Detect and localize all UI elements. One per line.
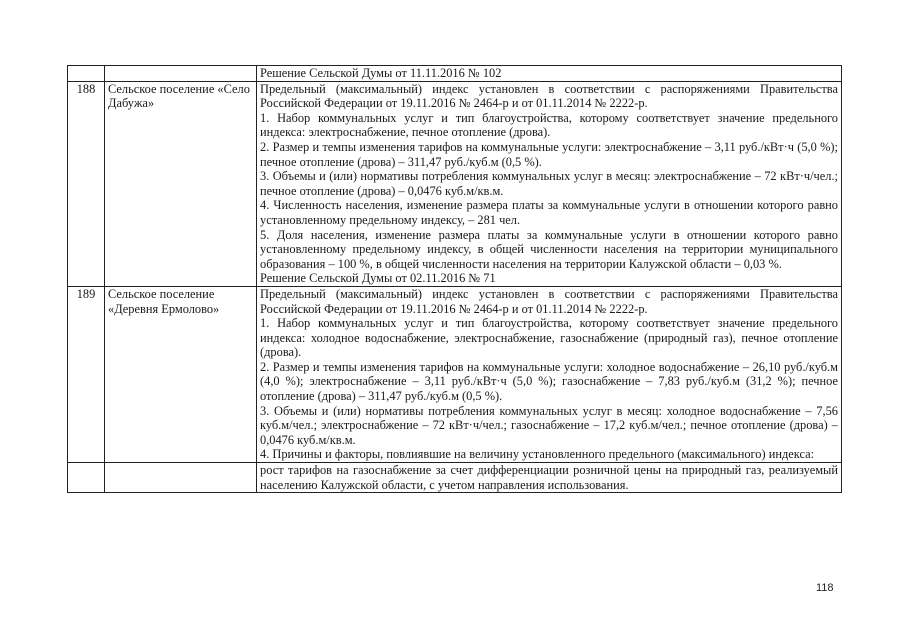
paragraph: 4. Причины и факторы, повлиявшие на величину установленного предельного (максимального) индекса: — [260, 447, 815, 462]
table-row — [68, 66, 842, 82]
paragraph: Предельный (максимальный) индекс установлен в соответствии с распоряжениями Правительства Российской Федерации от 19.11.2016 № 2464-р и от 01.11.2014 № 2222-р. — [260, 81, 838, 111]
settlement-name: Сельское поселение «Село Дабужа» — [105, 81, 257, 286]
paragraph: 2. Размер и темпы изменения тарифов на коммунальные услуги: холодное водоснабжение – 26,10 руб./куб.м (4,0 %); электроснабжение – 3,11 руб./кВт·ч (5,0 %); газоснабжение – 7,83 руб./куб.м (31,2 %); печное отопление (дрова) – 311,47 руб./куб.м (0,5 %). — [260, 359, 838, 404]
row-number: 188 — [68, 81, 105, 286]
paragraph: 2. Размер и темпы изменения тарифов на коммунальные услуги: электроснабжение – 3,11 руб./кВт·ч (5,0 %); печное отопление (дрова) – 311,47 руб./куб.м (0,5 %). — [260, 139, 838, 169]
row-description — [257, 286, 842, 462]
paragraph: 5. Доля населения, изменение размера платы за коммунальные услуги в отношении которого равно установленному предельному индексу, в общей численности населения на территории муниципального образования – 100 %, в общей численности населения на территории Калужской области – 0,03 %. — [260, 227, 838, 271]
settlement-cell-empty — [105, 463, 257, 493]
paragraph: 1. Набор коммунальных услуг и тип благоустройства, которому соответствует значение предельного индекса: холодное водоснабжение, электроснабжение, газоснабжение (природный газ), печное отопление (дрова). — [260, 316, 838, 360]
number-cell-empty — [68, 463, 105, 493]
paragraph: 4. Численность населения, изменение размера платы за коммунальные услуги в отношении которого равно установленному предельному индексу, – 281 чел. — [260, 198, 838, 227]
row-number: 189 — [68, 286, 105, 462]
settlement-cell-empty — [105, 66, 257, 82]
row-description — [257, 81, 842, 286]
table-row — [68, 286, 842, 462]
tariff-table — [67, 65, 842, 493]
paragraph: 3. Объемы и (или) нормативы потребления коммунальных услуг в месяц: холодное водоснабжение – 7,56 куб.м/чел.; электроснабжение – 72 кВт·ч/чел.; газоснабжение – 17,2 куб.м/чел.; печное отопление (дрова) – 0,0476 куб.м/кв.м. — [260, 403, 838, 447]
paragraph: 3. Объемы и (или) нормативы потребления коммунальных услуг в месяц: электроснабжение – 72 кВт·ч/чел.; печное отопление (дрова) – 0,0476 куб.м/кв.м. — [260, 169, 838, 198]
table-row — [68, 81, 842, 286]
paragraph: 1. Набор коммунальных услуг и тип благоустройства, которому соответствует значение предельного индекса: электроснабжение, печное отопление (дрова). — [260, 110, 838, 140]
decision-middle: Решение Сельской Думы от 02.11.2016 № 71 — [260, 271, 496, 286]
table-row — [68, 463, 842, 493]
paragraph: Предельный (максимальный) индекс установлен в соответствии с распоряжениями Правительства Российской Федерации от 19.11.2016 № 2464-р и от 01.11.2014 № 2222-р. — [260, 286, 838, 316]
page-number: 118 — [816, 582, 834, 594]
number-cell-empty — [68, 66, 105, 82]
settlement-name: Сельское поселение «Деревня Ермолово» — [105, 286, 257, 462]
decision-top: Решение Сельской Думы от 11.11.2016 № 102 — [257, 66, 842, 82]
bottom-text: рост тарифов на газоснабжение за счет дифференциации розничной цены на природный газ, реализуемый населению Калужской области, с учетом направления использования. — [257, 463, 842, 493]
